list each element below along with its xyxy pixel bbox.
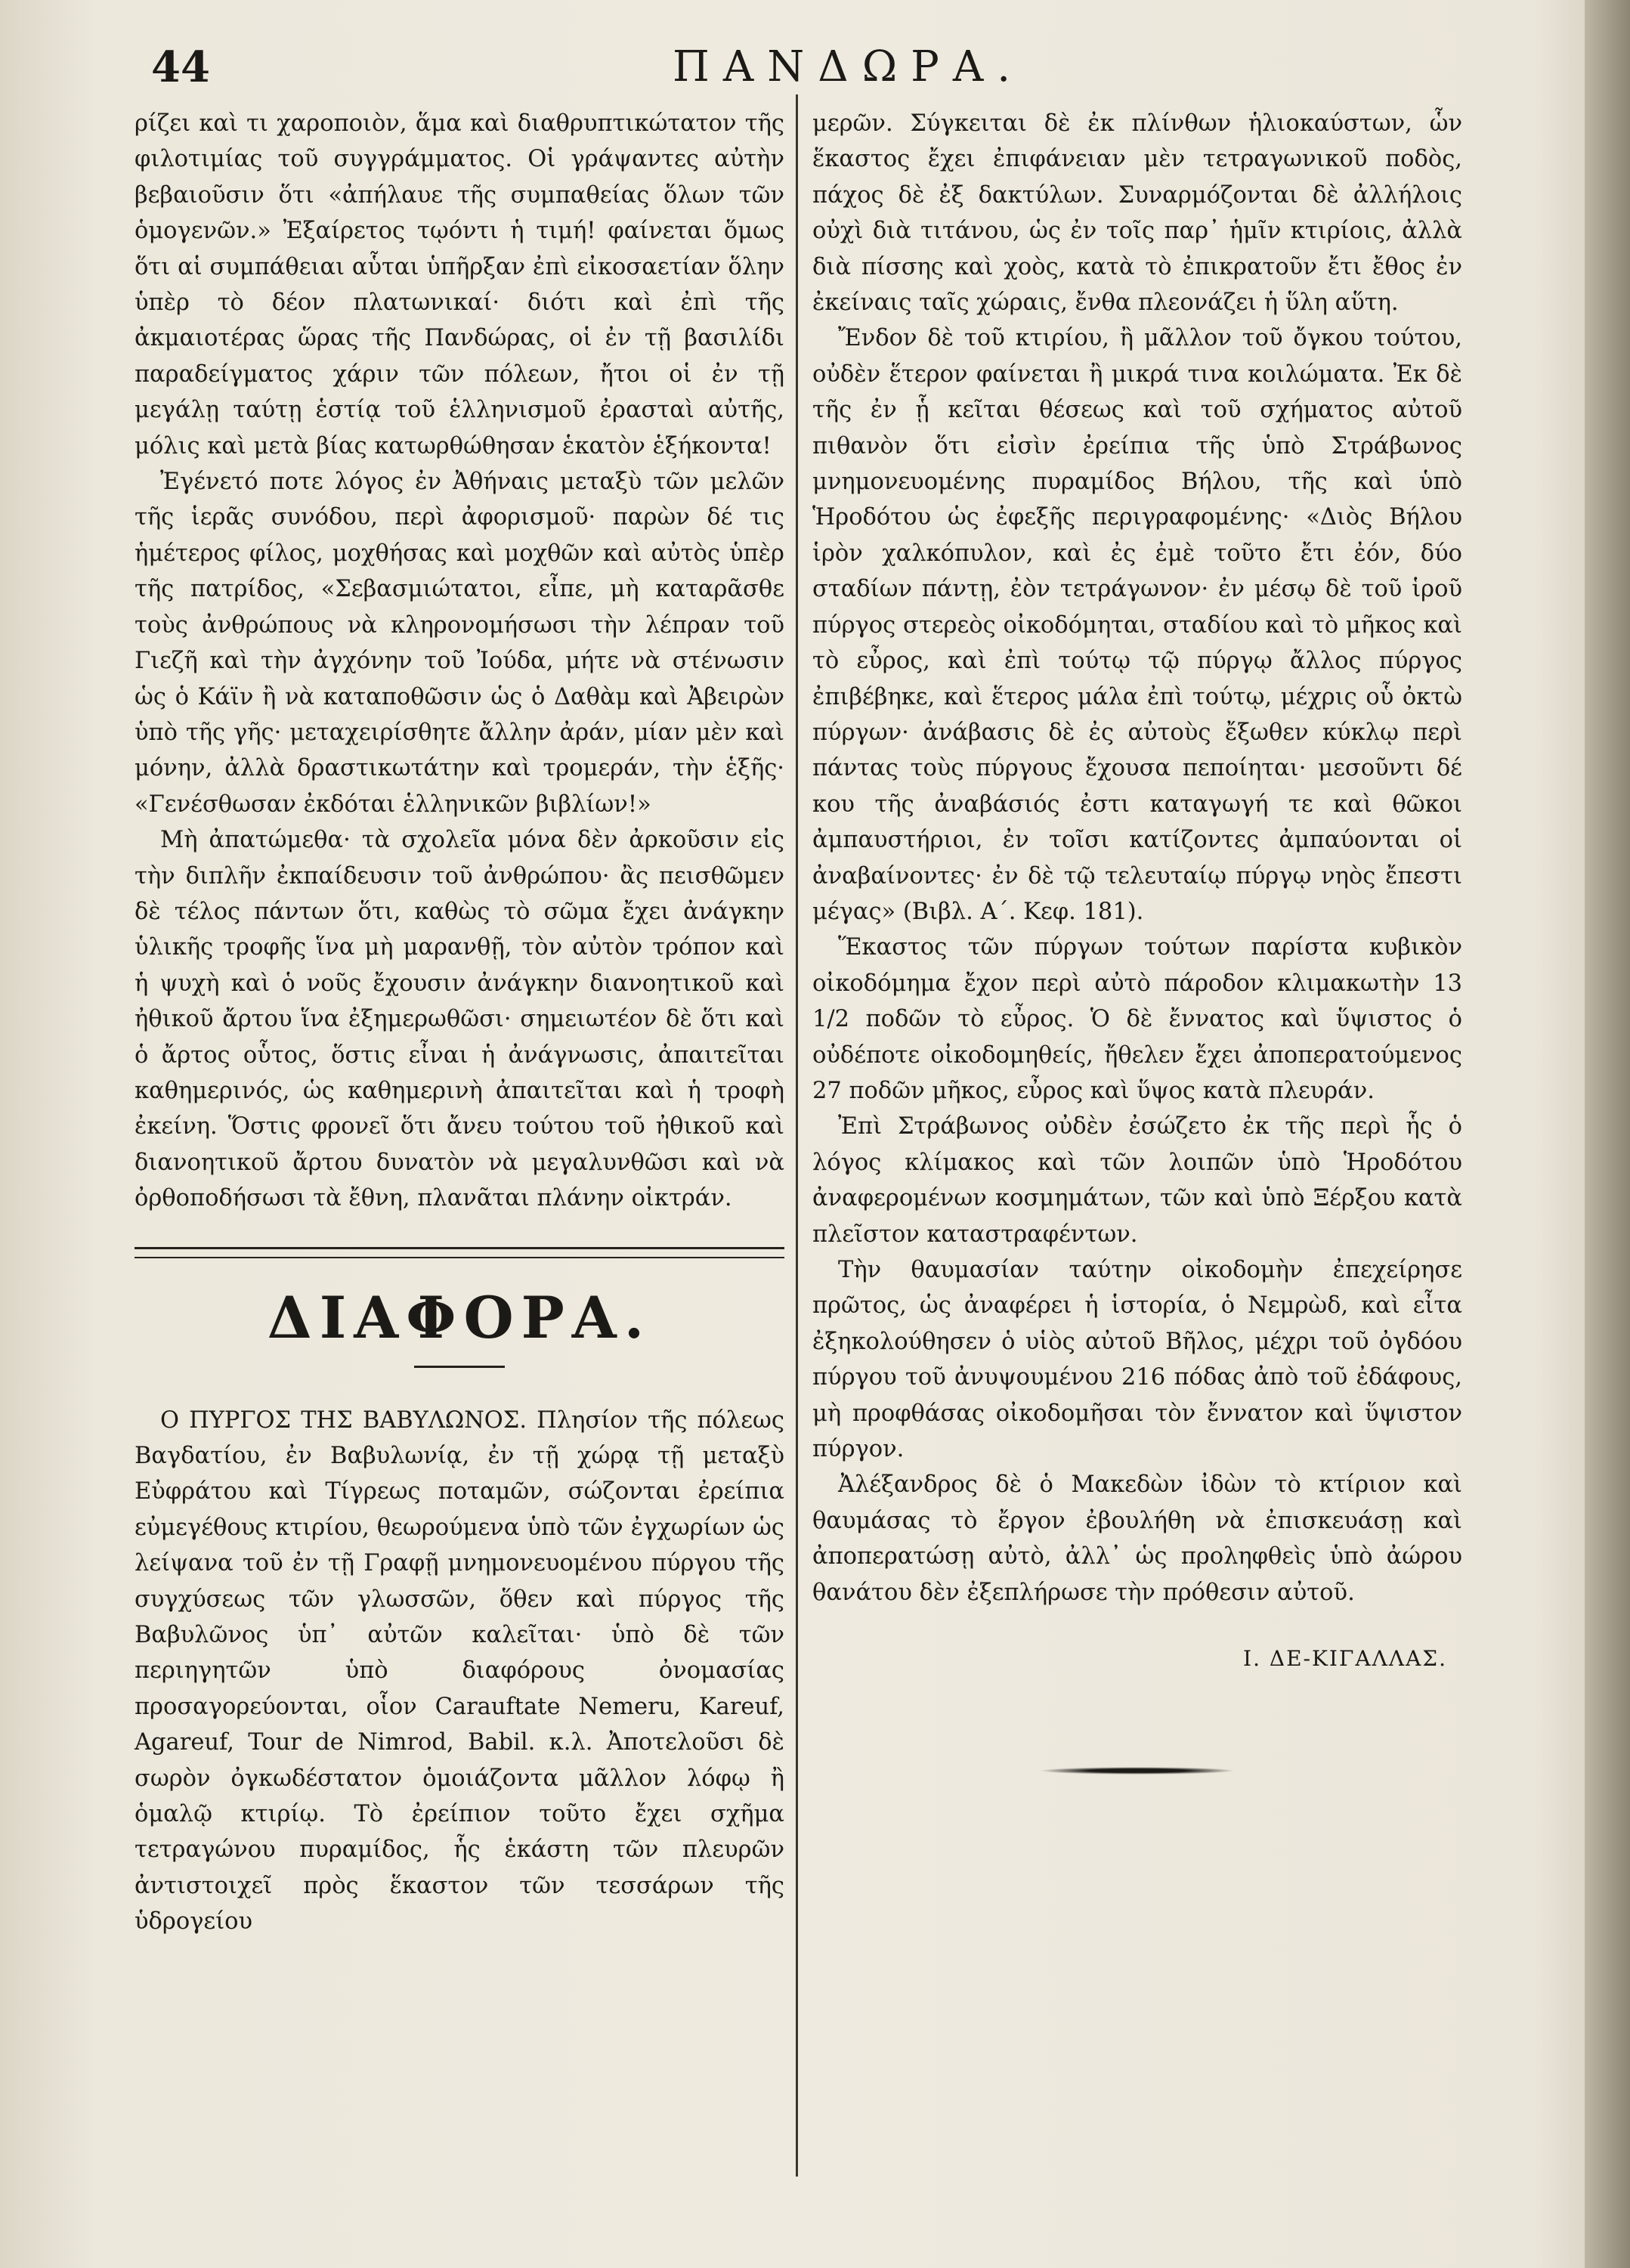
section-divider <box>135 1247 784 1258</box>
page-edge-shadow <box>1585 0 1630 2268</box>
end-ornament <box>1039 1767 1236 1774</box>
title-underline <box>414 1366 505 1368</box>
page-header <box>151 42 1534 95</box>
paragraph: Ο ΠΥΡΓΟΣ ΤΗΣ ΒΑΒΥΛΩΝΟΣ. Πλησίον τῆς πόλεως Βαγδατίου, ἐν Βαβυλωνίᾳ, ἐν τῇ χώρᾳ τῇ μεταξὺ Εὐφράτου καὶ Τίγρεως ποταμῶν, σώζονται ἐρείπια εὐμεγέθους κτιρίου, θεωρούμενα ὑπὸ τῶν ἐγχωρίων ὡς λείψανα τοῦ ἐν τῇ Γραφῇ μνημονευομένου πύργου τῆς συγχύσεως τῶν γλωσσῶν, ὅθεν καὶ πύργος τῆς Βαβυλῶνος ὑπ᾽ αὐτῶν καλεῖται· ὑπὸ δὲ τῶν περιηγητῶν ὑπὸ διαφόρους ὀνομασίας προσαγορεύονται, οἷον Carauftate Nemeru, Kareuf, Agareuf, Tour de Nimrod, Babil. κ.λ. Ἀποτελοῦσι δὲ σωρὸν ὀγκωδέστατον ὁμοιάζοντα μᾶλλον λόφῳ ἢ ὁμαλῷ κτιρίῳ. Τὸ ἐρείπιον τοῦτο ἔχει σχῆμα τετραγώνου πυραμίδος, ἧς ἑκάστη τῶν πλευρῶν ἀντιστοιχεῖ πρὸς ἕκαστον τῶν τεσσάρων τῆς ὑδρογείου <box>135 1406 784 1935</box>
section-title: ΔΙΑΦΟΡΑ. <box>267 1283 652 1351</box>
page-number: 44 <box>151 42 210 92</box>
paragraph: μερῶν. Σύγκειται δὲ ἐκ πλίνθων ἡλιοκαύστων, ὧν ἕκαστος ἔχει ἐπιφάνειαν μὲν τετραγωνικοῦ ποδὸς, πάχος δὲ ἐξ δακτύλων. Συναρμόζονται δὲ ἀλλήλοις οὐχὶ διὰ τιτάνου, ὡς ἐν τοῖς παρ᾽ ἡμῖν κτιρίοις, ἀλλὰ διὰ πίσσης καὶ χοὸς, κατὰ τὸ ἐπικρατοῦν ἔτι ἔθος ἐν ἐκείναις ταῖς χώραις, ἔνθα πλεονάζει ἡ ὕλη αὕτη. <box>812 110 1462 317</box>
paragraph: Ἐπὶ Στράβωνος οὐδὲν ἐσώζετο ἐκ τῆς περὶ ἧς ὁ λόγος κλίμακος καὶ τῶν λοιπῶν ὑπὸ Ἡροδότου ἀναφερομένων κοσμημάτων, τῶν καὶ ὑπὸ Ξέρξου κατὰ πλεῖστον καταστραφέντων. <box>812 1113 1462 1248</box>
paragraph: Τὴν θαυμασίαν ταύτην οἰκοδομὴν ἐπεχείρησε πρῶτος, ὡς ἀναφέρει ἡ ἱστορία, ὁ Νεμρὼδ, καὶ εἶτα ἐξηκολούθησεν ὁ υἱὸς αὐτοῦ Βῆλος, μέχρι τοῦ ὀγδόου πύργου τοῦ ἀνυψουμένου 216 πόδας ἀπὸ τοῦ ἐδάφους, μὴ προφθάσας οἰκοδομῆσαι τὸν ἔννατον καὶ ὕψιστον πύργον. <box>812 1257 1462 1463</box>
paragraph: Μὴ ἀπατώμεθα· τὰ σχολεῖα μόνα δὲν ἀρκοῦσιν εἰς τὴν διπλῆν ἐκπαίδευσιν τοῦ ἀνθρώπου· ἂς πεισθῶμεν δὲ τέλος πάντων ὅτι, καθὼς τὸ σῶμα ἔχει ἀνάγκην ὑλικῆς τροφῆς ἵνα μὴ μαρανθῇ, τὸν αὐτὸν τρόπον καὶ ἡ ψυχὴ καὶ ὁ νοῦς ἔχουσιν ἀνάγκην διανοητικοῦ καὶ ἠθικοῦ ἄρτου ἵνα ἐξημερωθῶσι· σημειωτέον δὲ ὅτι καὶ ὁ ἄρτος οὗτος, ὅστις εἶναι ἡ ἀνάγνωσις, ἀπαιτεῖται καθημερινός, ὡς καθημερινὴ ἀπαιτεῖται καὶ ἡ τροφὴ ἐκείνη. Ὅστις φρονεῖ ὅτι ἄνευ τούτου τοῦ ἠθικοῦ καὶ διανοητικοῦ ἄρτου δυνατὸν νὰ μεγαλυνθῶσι καὶ νὰ ὀρθοποδήσωσι τὰ ἔθνη, πλανᾶται πλάνην οἰκτράν. <box>135 827 784 1212</box>
running-title: ΠΑΝΔΩΡΑ. <box>673 42 1025 91</box>
author-signature: Ι. ΔΕ-ΚΙΓΑΛΛΑΣ. <box>1243 1646 1447 1672</box>
right-column <box>812 106 1462 1774</box>
paragraph: Ἔνδον δὲ τοῦ κτιρίου, ἢ μᾶλλον τοῦ ὄγκου τούτου, οὐδὲν ἕτερον φαίνεται ἢ μικρά τινα κοιλώματα. Ἐκ δὲ τῆς ἐν ᾗ κεῖται θέσεως καὶ τοῦ σχήματος αὐτοῦ πιθανὸν ὅτι εἰσὶν ἐρείπια τῆς ὑπὸ Στράβωνος μνημονευομένης πυραμίδος Βήλου, τῆς καὶ ὑπὸ Ἡροδότου ὡς ἐφεξῆς περιγραφομένης· «Διὸς Βήλου ἱρὸν χαλκόπυλον, καὶ ἐς ἐμὲ τοῦτο ἔτι ἐόν, δύο σταδίων πάντῃ, ἐὸν τετράγωνον· ἐν μέσῳ δὲ τοῦ ἱροῦ πύργος στερεὸς οἰκοδόμηται, σταδίου καὶ τὸ μῆκος καὶ τὸ εὖρος, καὶ ἐπὶ τούτῳ τῷ πύργῳ ἄλλος πύργος ἐπιβέβηκε, καὶ ἕτερος μάλα ἐπὶ τούτῳ, μέχρις οὗ ὀκτὼ πύργων· ἀνάβασις δὲ ἐς αὐτοὺς ἔξωθεν κύκλῳ περὶ πάντας τοὺς πύργους ἔχουσα πεποίηται· μεσοῦντι δέ κου τῆς ἀναβάσιός ἐστι καταγωγή τε καὶ θῶκοι ἀμπαυστήριοι, ἐν τοῖσι κατίζοντες ἀμπαύονται οἱ ἀναβαίνοντες· ἐν δὲ τῷ τελευταίῳ πύργῳ νηὸς ἔπεστι μέγας» (Βιβλ. Α΄. Κεφ. 181). <box>812 325 1462 925</box>
column-rule <box>796 94 798 2177</box>
left-column <box>135 106 784 1940</box>
paragraph: ρίζει καὶ τι χαροποιὸν, ἅμα καὶ διαθρυπτικώτατον τῆς φιλοτιμίας τοῦ συγγράμματος. Οἱ γράψαντες αὐτὴν βεβαιοῦσιν ὅτι «ἀπήλαυε τῆς συμπαθείας ὅλων τῶν ὁμογενῶν.» Ἐξαίρετος τῳόντι ἡ τιμή! φαίνεται ὅμως ὅτι αἱ συμπάθειαι αὗται ὑπῆρξαν ἐπὶ εἰκοσαετίαν ὅλην ὑπὲρ τὸ δέον πλατωνικαί· διότι καὶ ἐπὶ τῆς ἀκμαιοτέρας ὥρας τῆς Πανδώρας, οἱ ἐν τῇ βασιλίδι παραδείγματος χάριν τῶν πόλεων, ἤτοι οἱ ἐν τῇ μεγάλῃ ταύτῃ ἑστίᾳ τοῦ ἑλληνισμοῦ ἐρασταὶ αὐτῆς, μόλις καὶ μετὰ βίας κατωρθώθησαν ἑκατὸν ἑξήκοντα! <box>135 110 784 459</box>
paragraph: Ἕκαστος τῶν πύργων τούτων παρίστα κυβικὸν οἰκοδόμημα ἔχον περὶ αὐτὸ πάροδον κλιμακωτὴν 13 1/2 ποδῶν τὸ εὖρος. Ὁ δὲ ἔννατος καὶ ὕψιστος ὁ οὐδέποτε οἰκοδομηθείς, ἤθελεν ἔχει ἀποπερατούμενος 27 ποδῶν μῆκος, εὖρος καὶ ὕψος κατὰ πλευράν. <box>812 934 1462 1104</box>
paragraph: Ἐγένετό ποτε λόγος ἐν Ἀθήναις μεταξὺ τῶν μελῶν τῆς ἱερᾶς συνόδου, περὶ ἀφορισμοῦ· παρὼν δέ τις ἡμέτερος φίλος, μοχθήσας καὶ μοχθῶν καὶ αὐτὸς ὑπὲρ τῆς πατρίδος, «Σεβασμιώτατοι, εἶπε, μὴ καταρᾶσθε τοὺς ἀνθρώπους νὰ κληρονομήσωσι τὴν λέπραν τοῦ Γιεζῆ καὶ τὴν ἀγχόνην τοῦ Ἰούδα, μήτε νὰ στένωσιν ὡς ὁ Κάϊν ἢ νὰ καταποθῶσιν ὡς ὁ Δαθὰμ καὶ Ἀβειρὼν ὑπὸ τῆς γῆς· μεταχειρίσθητε ἄλλην ἀράν, μίαν μὲν καὶ μόνην, ἀλλὰ δραστικωτάτην καὶ τρομεράν, τὴν ἑξῆς· «Γενέσθωσαν ἐκδόται ἑλληνικῶν βιβλίων!» <box>135 469 784 818</box>
paragraph: Ἀλέξανδρος δὲ ὁ Μακεδὼν ἰδὼν τὸ κτίριον καὶ θαυμάσας τὸ ἔργον ἐβουλήθη νὰ ἐπισκευάσῃ καὶ ἀποπερατώσῃ αὐτὸ, ἀλλ᾽ ὡς προληφθεὶς ὑπὸ ἀώρου θανάτου δὲν ἐξεπλήρωσε τὴν πρόθεσιν αὐτοῦ. <box>812 1471 1462 1606</box>
